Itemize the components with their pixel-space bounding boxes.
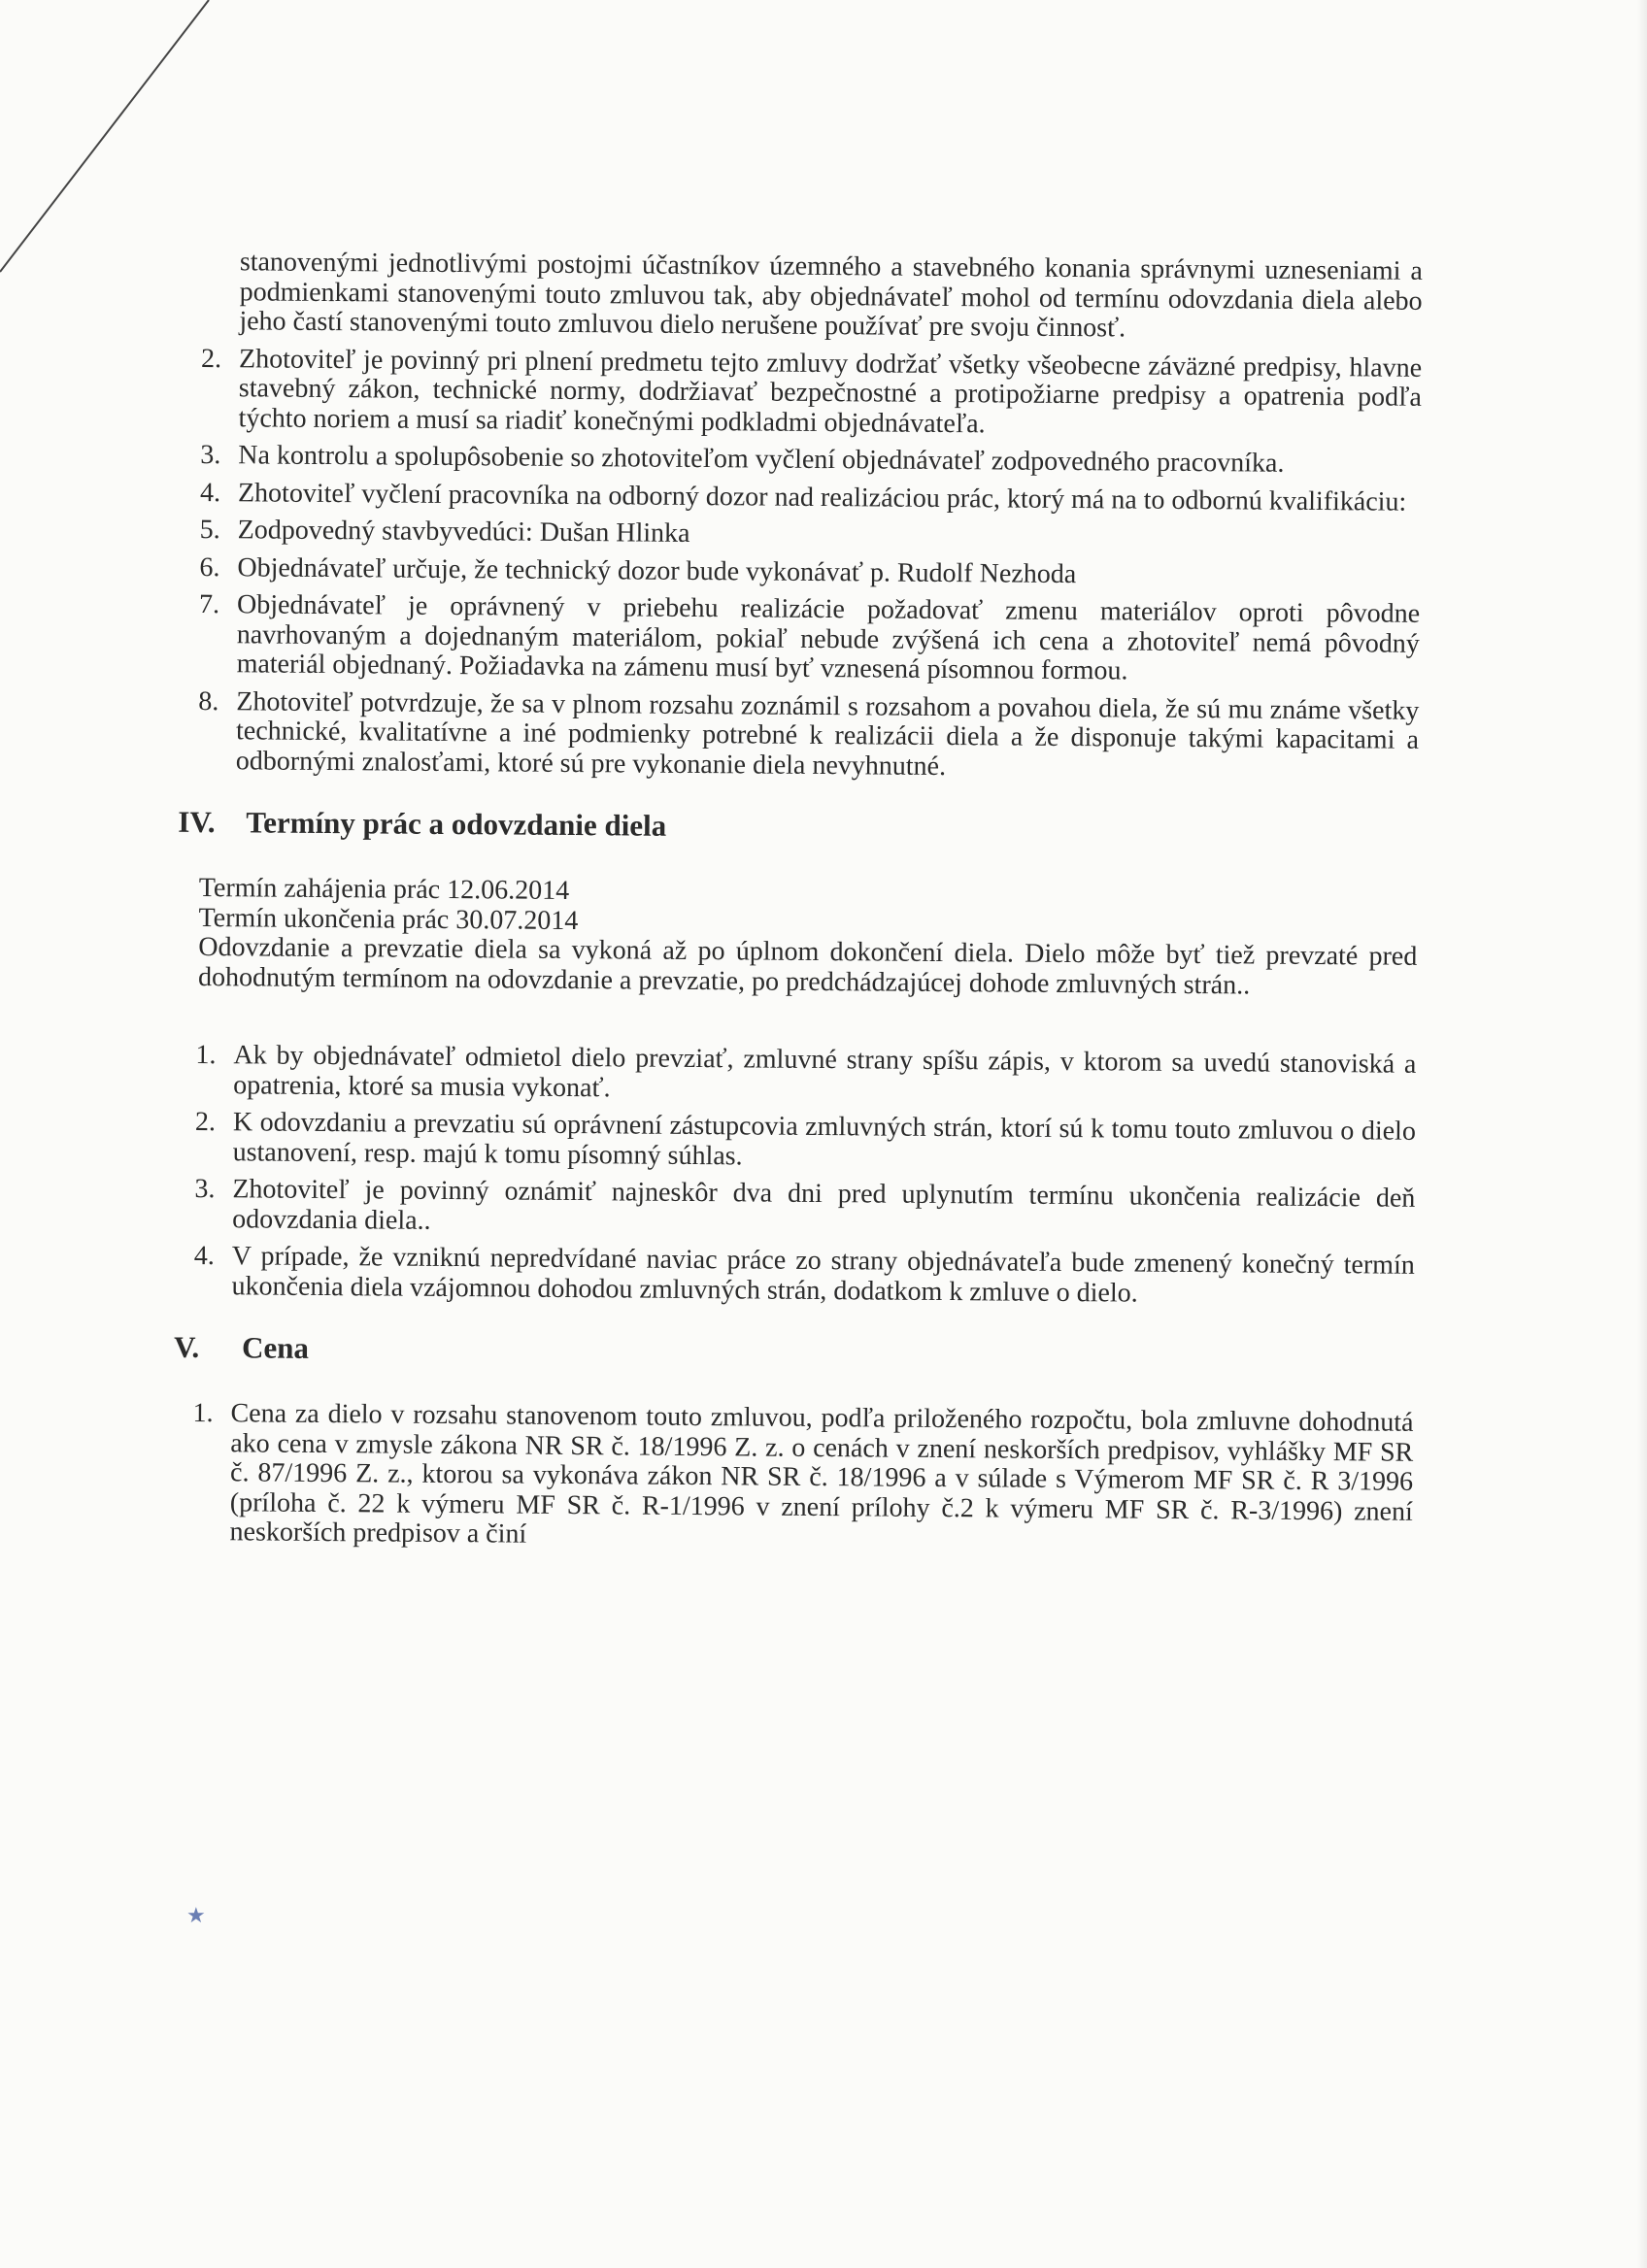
margin-mark-icon: ★ <box>186 1903 206 1927</box>
list-item <box>199 514 1421 554</box>
item-text: Zodpovedný stavbyvedúci: Dušan Hlinka <box>237 515 690 549</box>
item-number: 5. <box>199 514 220 546</box>
item-text: Ak by objednávateľ odmietol dielo prevziať, zmluvné strany spíšu zápis, v ktorom sa uvedú stanoviská a opatrenia, ktoré sa musia vykonať. <box>233 1040 1417 1103</box>
item-number: 8. <box>198 685 219 717</box>
section-number: V. <box>173 1329 200 1364</box>
list-item <box>197 1041 1416 1110</box>
item-number: 2. <box>194 1106 217 1138</box>
section-number: IV. <box>178 804 216 840</box>
section3-list <box>200 344 1422 784</box>
item-text: Objednávateľ určuje, že technický dozor bude vykonávať p. Rudolf Nezhoda <box>237 551 1077 589</box>
section5-list <box>193 1399 1413 1556</box>
item-text: Zhotoviteľ potvrdzuje, že sa v plnom rozsahu zoznámil s rozsahom a povahou diela, že sú mu známe všetky technické, kvalitatívne a iné podmienky potrebné k realizácii diela a že disponuje takými kapacitami a odbornými znalosťami, ktoré sú pre vykonanie diela nevyhnutné. <box>235 685 1420 782</box>
item-text: Na kontrolu a spolupôsobenie so zhotoviteľom vyčlení objednávateľ zodpovedného pracovníka. <box>238 440 1285 479</box>
section-title: Termíny prác a odovzdanie diela <box>246 805 667 843</box>
list-item <box>201 552 1420 591</box>
item-text: Objednávateľ je oprávnený v priebehu realizácie požadovať zmenu materiálov oproti pôvodne navrhovaným a dojednaným materiálom, pokiaľ nebude zvýšená ich cena a zhotoviteľ nemá pôvodný materiál objednaný. Požiadavka na zámenu musí byť vznesená písomnou formou. <box>236 589 1421 686</box>
list-item <box>195 1242 1414 1311</box>
handover-paragraph: Odovzdanie a prevzatie diela sa vykoná až po úplnom dokončení diela. Dielo môže byť tiež prevzaté pred dohodnutým termínom na odovzdanie a prevzatie, po predchádzajúcej dohode zmluvných strán.. <box>197 931 1418 1000</box>
item-text: K odovzdaniu a prevzatiu sú oprávnení zástupcovia zmluvných strán, ktorí sú k tomu touto zmluvou o dielo ustanovení, resp. majú k tomu písomný súhlas. <box>232 1107 1417 1171</box>
section5-heading <box>173 1329 1414 1375</box>
scan-corner-line <box>0 0 233 291</box>
item-text: V prípade, že vzniknú nepredvídané naviac práce zo strany objednávateľa bude zmenený konečný termín ukončenia diela vzájomnou dohodou zmluvných strán, dodatkom k zmluve o dielo. <box>231 1241 1415 1309</box>
list-item <box>193 1399 1413 1556</box>
list-item <box>194 1106 1417 1177</box>
end-date-line: Termín ukončenia prác 30.07.2014 <box>198 902 579 936</box>
item-number: 4. <box>193 1240 215 1272</box>
item-number: 1. <box>192 1397 214 1429</box>
item-number: 1. <box>195 1039 217 1071</box>
list-item <box>202 441 1421 480</box>
list-item <box>198 588 1421 688</box>
item-number: 6. <box>199 551 220 583</box>
list-item <box>200 686 1420 784</box>
section4-heading <box>178 804 1418 850</box>
item-number: 2. <box>200 343 222 374</box>
item-number: 4. <box>199 477 221 508</box>
item-text: Zhotoviteľ je povinný pri plnení predmetu tejto zmluvy dodržať všetky všeobecne záväzné predpisy, hlavne stavebný zákon, technické normy, dodržiavať bezpečnostné a protipožiarne predpisy a opatrenia podľa týchto noriem a musí sa riadiť konečnými podkladmi objednávateľa. <box>238 343 1423 439</box>
list-item <box>196 1175 1415 1244</box>
start-date-line: Termín zahájenia prác 12.06.2014 <box>198 872 570 906</box>
section-title: Cena <box>241 1330 310 1365</box>
item-number: 7. <box>198 588 220 620</box>
item-text: Cena za dielo v rozsahu stanovenom touto zmluvou, podľa priloženého rozpočtu, bola zmluvne dohodnutá ako cena v zmysle zákona NR SR č. 18/1996 Z. z. o cenách v znení neskorších predpisov, vyhlášky MF SR č. 87/1996 Z. z., ktorou sa vykonáva zákon NR SR č. 18/1996 a v súlade s Výmerom MF SR č. R 3/1996 (príloha č. 22 k výmeru MF SR č. R-1/1996 v znení prílohy č.2 k výmeru MF SR č. R-3/1996) znení neskorších predpisov a činí <box>229 1398 1414 1550</box>
intro-paragraph: stanovenými jednotlivými postojmi účastníkov územného a stavebného konania správnymi uzneseniami a podmienkami stanovenými touto zmluvou tak, aby objednávateľ mohol od termínu odovzdania diela alebo jeho častí stanovenými touto zmluvou dielo nerušene používať pre svoju činnosť. <box>239 247 1423 344</box>
item-number: 3. <box>194 1173 216 1205</box>
list-item <box>202 344 1422 442</box>
item-text: Zhotoviteľ je povinný oznámiť najneskôr dva dni pred uplynutím termínu ukončenia realizácie deň odovzdania diela.. <box>232 1174 1416 1236</box>
document-body <box>173 247 1423 1564</box>
item-number: 3. <box>200 439 221 471</box>
section4-list <box>195 1041 1416 1311</box>
list-item <box>199 477 1421 517</box>
page-edge-shadow <box>1637 0 1647 2268</box>
item-text: Zhotoviteľ vyčlení pracovníka na odborný dozor nad realizáciou prác, ktorý má na to odbornú kvalifikáciu: <box>237 477 1407 517</box>
